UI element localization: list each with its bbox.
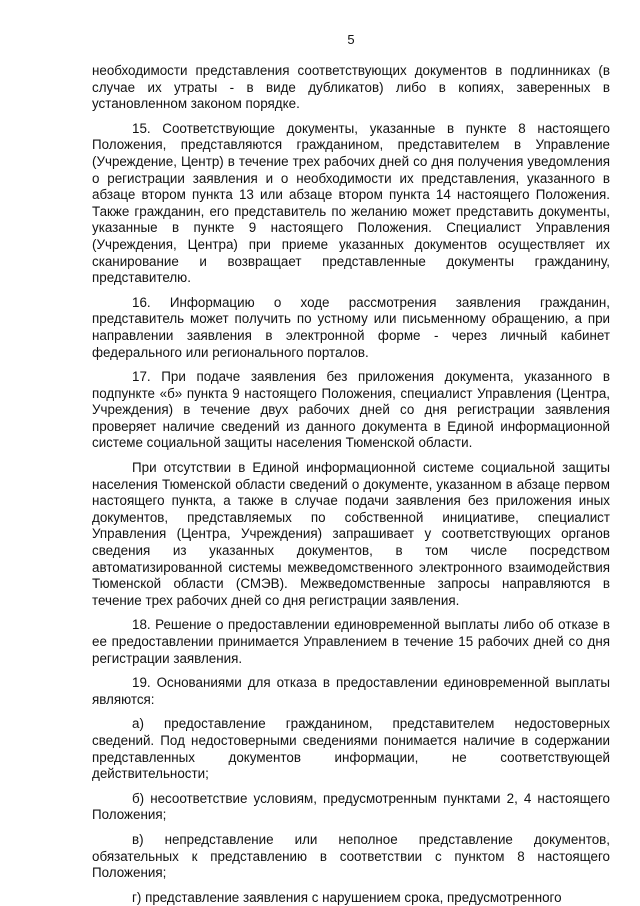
paragraph: необходимости представления соответствующих документов в подлинниках (в случае их утраты - в виде дубликатов) либо в копиях, заверенных в установленном законом порядке. bbox=[92, 63, 610, 112]
paragraph: 18. Решение о предоставлении единовременной выплаты либо об отказе в ее предоставлении принимается Управлением в течение 15 рабочих дней со дня регистрации заявления. bbox=[92, 617, 610, 666]
paragraph: г) представление заявления с нарушением срока, предусмотренного bbox=[132, 889, 562, 905]
paragraph: б) несоответствие условиям, предусмотренным пунктами 2, 4 настоящего Положения; bbox=[92, 790, 610, 823]
paragraph: 16. Информацию о ходе рассмотрения заявления гражданин, представитель может получить по устному или письменному обращению, а при направлении заявления в электронной форме - через личный кабинет федерального или регионального порталов. bbox=[92, 294, 610, 360]
paragraph: При отсутствии в Единой информационной системе социальной защиты населения Тюменской области сведений о документе, указанном в абзаце первом настоящего пункта, а также в случае подачи заявления без приложения иных документов, представляемых по собственной инициативе, специалист Управления (Центра, Учреждения) запрашивает у соответствующих органов сведения из указанных документов, в том числе посредством автоматизированной системы межведомственного электронного взаимодействия Тюменской области (СМЭВ). Межведомственные запросы направляются в течение трех рабочих дней со дня регистрации заявления. bbox=[92, 460, 610, 608]
paragraph: 19. Основаниями для отказа в предоставлении единовременной выплаты являются: bbox=[92, 675, 610, 707]
paragraph: а) предоставление гражданином, представителем недостоверных сведений. Под недостоверными сведениями понимается наличие в содержании представленных документов информации, не соответствующей действительности; bbox=[92, 716, 610, 782]
paragraph: в) непредставление или неполное представление документов, обязательных к представлению в соответствии с пунктом 8 настоящего Положения; bbox=[92, 831, 610, 881]
document-body bbox=[92, 63, 610, 906]
paragraph: 15. Соответствующие документы, указанные в пункте 8 настоящего Положения, представляются гражданином, представителем в Управление (Учреждение, Центр) в течение трех рабочих дней со дня получения уведомления о регистрации заявления и о необходимости их представления, указанного в абзаце втором пункта 13 или абзаце втором пункта 14 настоящего Положения. Также гражданин, его представитель по желанию может представить документы, указанные в пункте 9 настоящего Положения. Специалист Управления (Учреждения, Центра) при приеме указанных документов осуществляет их сканирование и возвращает представленные документы гражданину, представителю. bbox=[92, 120, 610, 286]
paragraph: 17. При подаче заявления без приложения документа, указанного в подпункте «б» пункта 9 настоящего Положения, специалист Управления (Центра, Учреждения) в течение двух рабочих дней со дня регистрации заявления проверяет наличие сведений из данного документа в Единой информационной системе социальной защиты населения Тюменской области. bbox=[92, 369, 610, 451]
page-number: 5 bbox=[347, 32, 355, 47]
